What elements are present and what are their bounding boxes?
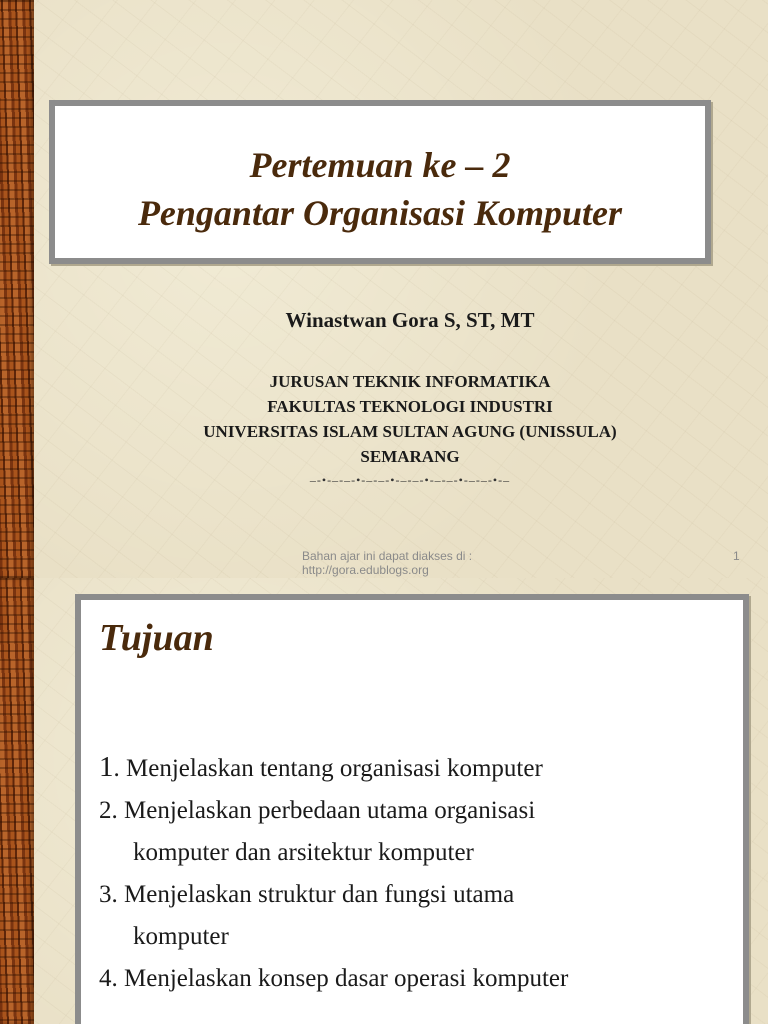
footer-text: Bahan ajar ini dapat diakses di : http://gora.edublogs.org — [302, 549, 473, 577]
item-text: . Menjelaskan tentang organisasi komputer — [113, 755, 543, 782]
item-number: 3. — [99, 881, 118, 908]
heading: Tujuan — [99, 617, 214, 659]
affiliation-line: JURUSAN TEKNIK INFORMATIKA — [269, 372, 551, 391]
item-text: Menjelaskan struktur dan fungsi utama — [117, 881, 515, 908]
affiliation-line: UNIVERSITAS ISLAM SULTAN AGUNG (UNISSULA) — [203, 422, 617, 441]
divider: –-•-–-–-•-–-–-•-–-–-•-–-–-•-–-–-•-– — [309, 473, 511, 487]
author-name: Winastwan Gora S, ST, MT — [285, 308, 535, 332]
affiliation — [60, 369, 760, 469]
affiliation-line: FAKULTAS TEKNOLOGI INDUSTRI — [267, 397, 553, 416]
wood-border — [0, 0, 34, 578]
list-item — [99, 958, 568, 1000]
item-text: Menjelaskan konsep dasar operasi komputer — [117, 965, 569, 992]
item-text: Menjelaskan perbedaan utama organisasi — [117, 797, 536, 824]
content-box — [75, 594, 749, 1024]
item-number: 1 — [99, 751, 114, 783]
wood-border — [0, 578, 34, 1024]
objective-list — [99, 746, 568, 1000]
list-item-continuation — [99, 832, 568, 874]
list-item — [99, 790, 568, 832]
item-number: 2. — [99, 797, 118, 824]
title-line-2: Pengantar Organisasi Komputer — [137, 193, 623, 233]
item-continuation: komputer — [133, 923, 229, 950]
page-number: 1 — [733, 549, 740, 563]
title-line-1: Pertemuan ke – 2 — [249, 145, 511, 185]
slide-2 — [0, 578, 768, 1024]
list-item — [99, 746, 568, 790]
list-item-continuation — [99, 916, 568, 958]
item-continuation: komputer dan arsitektur komputer — [133, 839, 474, 866]
affiliation-line: SEMARANG — [360, 447, 460, 466]
item-number: 4. — [99, 965, 118, 992]
list-item — [99, 874, 568, 916]
title-box — [49, 100, 711, 264]
